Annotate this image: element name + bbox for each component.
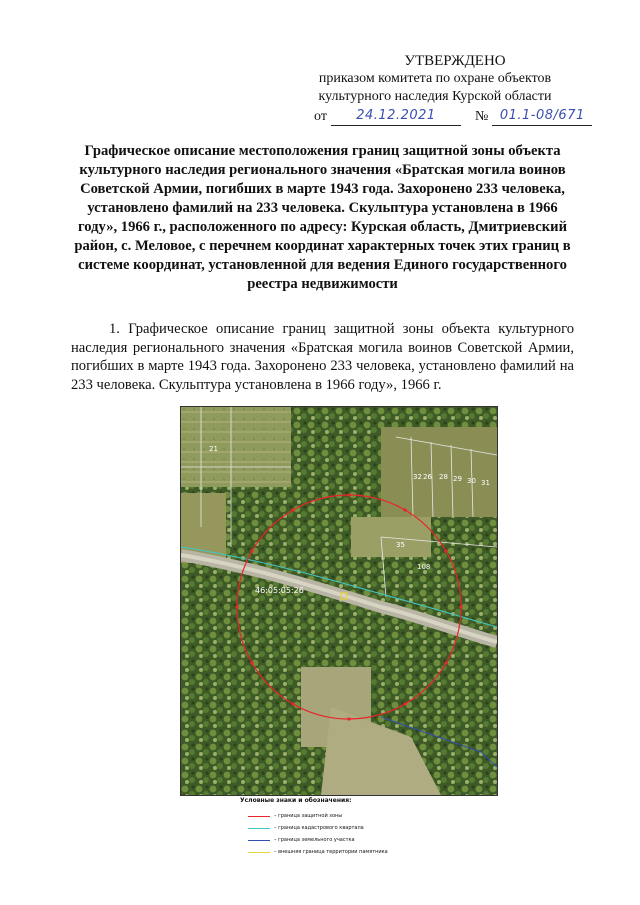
document-heading: Графическое описание местоположения границ защитной зоны объекта культурного наследия регионального значения «Братская могила воинов Советской Армии, погибших в марте 1943 года. Захоронено 233 человека, установлено фамилий на 233 человека. Скульптура установлена в 1966 году», 1966 г., расположенного по адресу: Курская область, Дмитриевский район, с. Меловое, с перечнем координат характерных точек этих границ в системе координат, установленной для ведения Единого государственного реестра недвижимости	[74, 143, 571, 292]
map-legend	[240, 797, 500, 858]
legend-label: – граница кадастрового квартала	[274, 825, 364, 831]
map-label-31: 31	[481, 479, 490, 487]
approval-block	[300, 52, 600, 126]
map-label-30: 30	[467, 477, 476, 485]
approval-date-row	[314, 107, 600, 126]
legend-item	[240, 834, 500, 846]
legend-item	[240, 846, 500, 858]
legend-title: Условные знаки и обозначения:	[240, 797, 352, 804]
legend-label: – внешняя граница территории памятника	[274, 849, 388, 855]
from-label: от	[314, 109, 327, 124]
map-label-32: 32	[413, 473, 422, 481]
map-label-quarter: 46:05:05:26	[255, 586, 304, 595]
map-label-26: 26	[423, 473, 432, 481]
number-label: №	[474, 109, 489, 124]
body-paragraph: 1. Графическое описание границ защитной зоны объекта культурного наследия регионального значения «Братская могила воинов Советской Армии, погибших в марте 1943 года. Захоронено 233 человека, установлено фамилий на 233 человека. Скульптура установлена в 1966 году», 1966 г.	[71, 321, 574, 393]
approval-line-2: культурного наследия Курской области	[318, 89, 552, 104]
map-canvas	[181, 407, 497, 795]
map-label-21: 21	[209, 445, 218, 453]
map-label-108: 108	[417, 563, 431, 571]
map-label-28: 28	[439, 473, 448, 481]
legend-swatch	[248, 852, 270, 853]
legend-label: – граница земельного участка	[274, 837, 355, 843]
legend-item	[240, 822, 500, 834]
approval-line-1: приказом комитета по охране объектов	[318, 71, 552, 86]
map-label-29: 29	[453, 475, 462, 483]
legend-item	[240, 810, 500, 822]
map-label-35: 35	[396, 541, 405, 549]
satellite-map	[180, 406, 498, 796]
approval-title: УТВЕРЖДЕНО	[404, 53, 506, 69]
legend-swatch	[248, 828, 270, 829]
legend-swatch	[248, 840, 270, 841]
legend-label: – граница защитной зоны	[274, 813, 343, 819]
approval-number: 01.1-08/671	[492, 107, 592, 126]
legend-swatch	[248, 816, 270, 817]
approval-date: 24.12.2021	[331, 107, 461, 126]
